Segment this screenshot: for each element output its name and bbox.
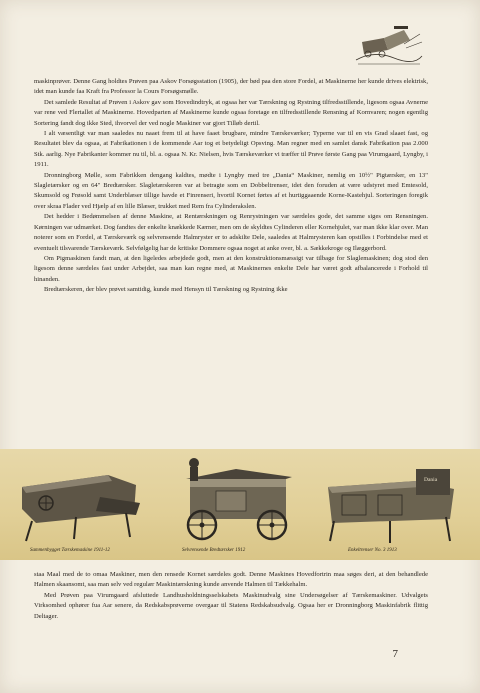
page-number: 7: [392, 648, 398, 660]
caption-combined-thresher: Sammenbygget Tærskemaskine 1911-12: [30, 548, 110, 553]
threshing-vignette-illustration: [354, 20, 424, 68]
paragraph: Bredtærskeren, der blev prøvet samtidig, kunde med Hensyn til Tærskning og Rystning ikke: [44, 286, 288, 294]
paragraph: staa Maal med de to omaa Maskiner, men den rensede Kornet særdeles godt. Denne Maskines Hovedfortrin maa søges deri, at den behandlede Halmen skaansomt, saa man selv ved regulær Maskintærskning kunde anvende Halmen til Tækkehalm.: [34, 571, 428, 589]
paragraph: Med Prøven paa Virumgaard afsluttede Landhusholdningsselskabets Maskinudvalg sine Undersøgelser af Tærskemaskiner. Udvalgets Virksomhed ophører fua Aar senere, da Redskabsprøverne overgaar til Statens Redskabsudvalg. Ogsaa her er Dronningborg Maskinfabrik flittig Deltager.: [34, 591, 428, 620]
article-text-bottom: [34, 570, 428, 622]
machine-photo-plate: [0, 449, 480, 560]
paragraph: maskinprøver. Denne Gang holdtes Prøven paa Askov Forsøgsstation (1905), der bød paa den store Fordel, at Maskinerne her kunde drives elektrisk, idet man kunde faa Kraft fra Professor la Cours Forsøgsmølle.: [34, 78, 428, 96]
paragraph: I alt væsentligt var man saaledes nu naaet frem til at have faaet brugbare, mindre Tærskeværker; Typerne var til en vis Grad slaaet fast, og Resultatet blev da ogsaa, at Fabrikationen i de kommende Aar tog et betydeligt Opsving. Man regner med en samlet dansk Fabrikation paa 2.000 Stk. aarlig. Nye Fabrikanter kommer nu til, bl. a. ogsaa N. Kr. Nielsen, hvis Tærskeværker vi træffer til Prøve første Gang paa Virumgaard, Lyngby, i 1911.: [34, 130, 428, 169]
single-cleaner-illustration: [320, 461, 460, 545]
paragraph: Dronningborg Mølle, som Fabrikken dengang kaldtes, mødte i Lyngby med tre „Dania“ Maskiner, nemlig en 10½" Pigtærsker, en 13" Slagletærsker og en 64" Bredtærsker. Slagletærskeren var at betragte som en Dobbeltrenser, idet den foruden at være udstyret med Emtesold, Skumsold og Frøsold samt Underblæser tillige havde et Finrenseri, hvortil Kornet førtes af et hurtiggaaende Korne-Kastehjul. Sorteringen foregik over skraa Flader ved Hjælp af en lille Blæser, trukket med Rem fra Cylinderakslen.: [34, 171, 428, 210]
caption-single-cleaner: Enkeltrenser No. 3 1913: [348, 548, 397, 553]
caption-wide-thresher: Selvrensende Bredtærsker 1912: [182, 548, 246, 553]
combined-thresher-illustration: [16, 467, 144, 545]
paragraph: Det hedder i Bedømmelsen af denne Maskine, at Rentærskningen og Renrystningen var særdeles gode, det samme siges om Rensningen. Kørningen var udmærket. Dog fandtes der enkelte knækkede Kærner, men om de skyldtes Cylinderen eller Kornehjulet, var man ikke klar over. Man noterer som en Fordel, at Tærskeværk og selvrensende Halmryster er to adskilte Dele, saaledes at Halmrysteren kan opstilles i Forbindelse med et eventuelt tilsvarende Tærskeværk. Selvfølgelig har de kritiske Dommere ogsaa noget at anke over, bl. a. Sækkekroge og Ilæggerbord.: [34, 213, 428, 252]
article-text-top: [34, 77, 428, 296]
self-cleaning-wide-thresher-illustration: [176, 451, 304, 545]
paragraph: Det samlede Resultat af Prøven i Askov gav som Hovedindtryk, at ogsaa her var Tærskning og Rystning tilfredsstillende, ligesom ogsaa Avnerne var rene ved Flertallet af Maskinerne. Hovedparten af Maskinerne kunde ogsaa foretage en tilfredsstillende Rensning af Kornvaren; nogen egentlig Sortering fandt dog ikke Sted, ihvorvel der ved nogle Maskiner var gjort Tilløb dertil.: [34, 98, 428, 127]
paragraph: Om Pigmaskinen fandt man, at den ligeledes arbejdede godt, men at den konstruktionsmæssigt var tilbage for Slaglemaskinen; dog stod den ligesom denne særdeles fast under Arbejdet, saa man kan regne med, at Maskinernes enkelte Dele har været godt afbalancerede i Forhold til hinanden.: [34, 254, 428, 283]
dania-machine-label: Dania: [424, 477, 438, 483]
